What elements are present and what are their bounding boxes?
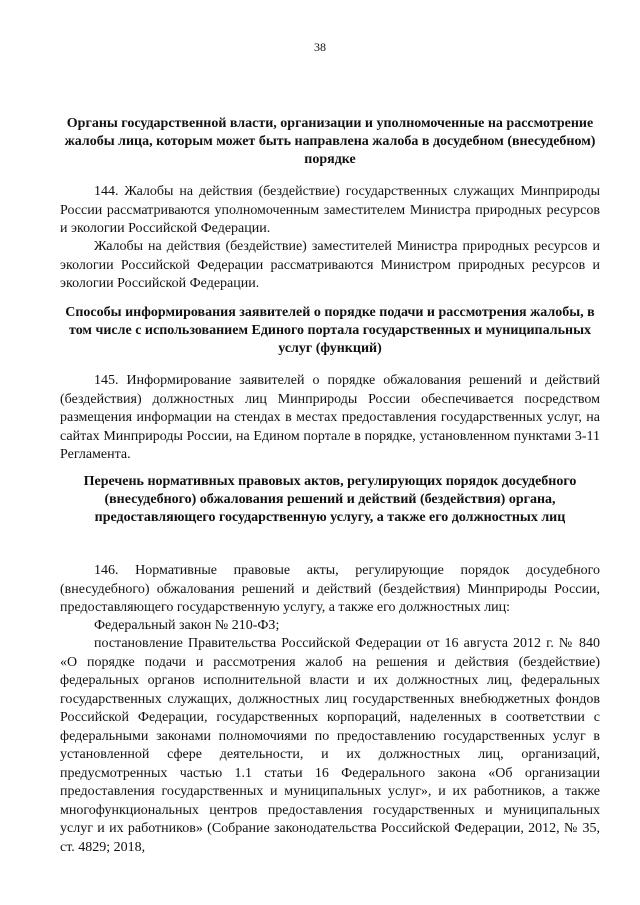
paragraph-146: 146. Нормативные правовые акты, регулирующие порядок досудебного (внесудебного) обжалования решений и действий (бездействия) Минприроды России, предоставляющего государственную услугу, а также его должностных лиц: (60, 563, 600, 615)
section-heading-informing-methods: Способы информирования заявителей о порядке подачи и рассмотрения жалобы, в том числе с использованием Единого портала государственных и муниципальных услуг (функций) (65, 305, 595, 356)
paragraph-federal-law: Федеральный закон № 210-ФЗ; (94, 618, 280, 633)
section-heading-regulatory-acts: Перечень нормативных правовых актов, регулирующих порядок досудебного (внесудебного) обжалования решений и действий (бездействия) органа, предоставляющего государственную услугу, а также его должностных лиц (83, 474, 577, 525)
paragraph-144: 144. Жалобы на действия (бездействие) государственных служащих Минприроды России рассматриваются уполномоченным заместителем Министра природных ресурсов и экологии Российской Федерации. (60, 184, 600, 236)
page-number: 38 (314, 40, 326, 54)
section-heading-appeal-bodies: Органы государственной власти, организации и уполномоченные на рассмотрение жалобы лица, которым может быть направлена жалоба в досудебном (внесудебном) порядке (64, 116, 596, 167)
paragraph-145: 145. Информирование заявителей о порядке обжалования решений и действий (бездействия) должностных лиц Минприроды России обеспечивается посредством размещения информации на стендах в местах предоставления государственных услуг, на сайтах Минприроды России, на Едином портале в порядке, установленном пунктами 3-11 Регламента. (60, 373, 600, 462)
paragraph-government-decree: постановление Правительства Российской Федерации от 16 августа 2012 г. № 840 «О порядке подачи и рассмотрения жалоб на решения и действия (бездействие) федеральных органов исполнительной власти и их должностных лиц, федеральных государственных служащих, должностных лиц государственных внебюджетных фондов Российской Федерации, государственных корпораций, наделенных в соответствии с федеральными законами полномочиями по предоставлению государственных услуг в установленной сфере деятельности, и их должностных лиц, организаций, предусмотренных частью 1.1 статьи 16 Федерального закона «Об организации предоставления государственных и муниципальных услуг», и их работников, а также многофункциональных центров предоставления государственных и муниципальных услуг и их работников» (Собрание законодательства Российской Федерации, 2012, № 35, ст. 4829; 2018, (60, 636, 600, 855)
paragraph-deputy-ministers: Жалобы на действия (бездействие) заместителей Министра природных ресурсов и экологии Российской Федерации рассматриваются Министром природных ресурсов и экологии Российской Федерации. (60, 239, 600, 291)
